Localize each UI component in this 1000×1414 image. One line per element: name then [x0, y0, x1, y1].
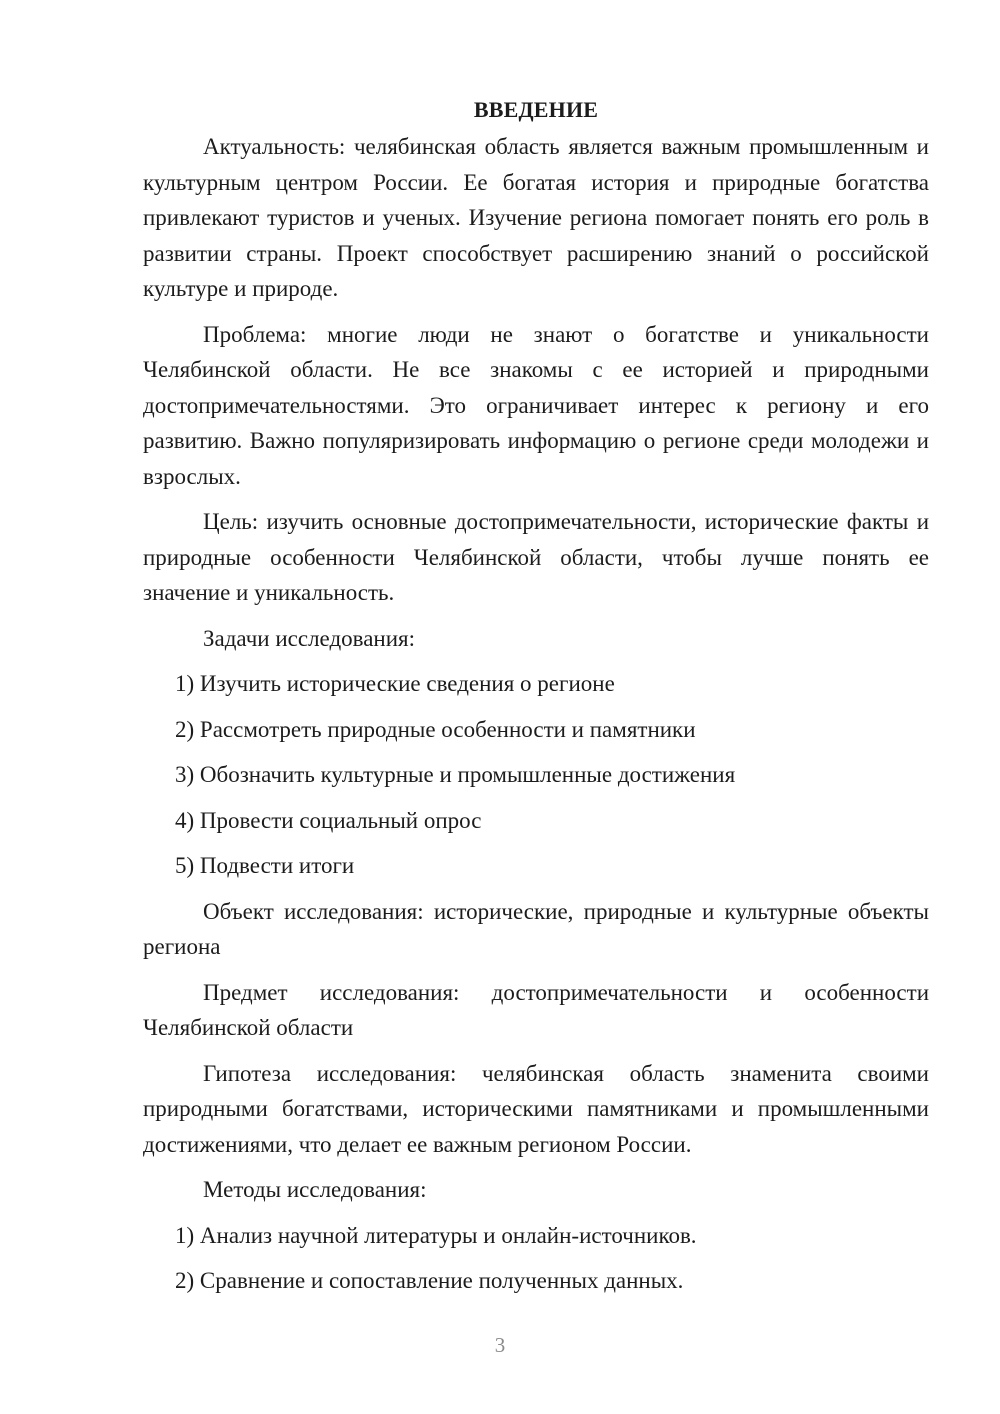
page-number: 3	[494, 1333, 506, 1357]
actuality-paragraph: Актуальность: челябинская область является важным промышленным и культурным центром России. Ее богатая история и природные богатства привлекают туристов и ученых. Изучение региона помогает понять его роль в развитии страны. Проект способствует расширению знаний о российской культуре и природе.	[143, 134, 929, 301]
problem-paragraph: Проблема: многие люди не знают о богатстве и уникальности Челябинской области. Не все знакомы с ее историей и природными достопримечательностями. Это ограничивает интерес к региону и его развитию. Важно популяризировать информацию о регионе среди молодежи и взрослых.	[143, 321, 929, 489]
tasks-list	[143, 666, 929, 884]
tasks-label: Задачи исследования:	[203, 625, 416, 651]
list-item: 1) Изучить исторические сведения о регионе	[175, 671, 615, 696]
page-title: ВВЕДЕНИЕ	[473, 97, 599, 122]
subject-paragraph: Предмет исследования: достопримечательности и особенности Челябинской области	[143, 979, 929, 1040]
list-item: 4) Провести социальный опрос	[175, 807, 482, 833]
list-item: 2) Рассмотреть природные особенности и памятники	[175, 716, 696, 742]
document-page	[143, 92, 929, 1309]
goal-paragraph: Цель: изучить основные достопримечательности, исторические факты и природные особенности Челябинской области, чтобы лучше понять ее значение и уникальность.	[143, 509, 929, 605]
list-item: 1) Анализ научной литературы и онлайн-источников.	[175, 1222, 697, 1248]
list-item: 5) Подвести итоги	[175, 853, 355, 878]
methods-list	[143, 1218, 929, 1299]
object-paragraph: Объект исследования: исторические, природные и культурные объекты региона	[143, 898, 929, 959]
hypothesis-paragraph: Гипотеза исследования: челябинская область знаменита своими природными богатствами, историческими памятниками и промышленными достижениями, что делает ее важным регионом России.	[143, 1060, 929, 1157]
list-item: 3) Обозначить культурные и промышленные достижения	[175, 762, 736, 787]
methods-label: Методы исследования:	[203, 1177, 427, 1202]
list-item: 2) Сравнение и сопоставление полученных данных.	[175, 1268, 684, 1293]
